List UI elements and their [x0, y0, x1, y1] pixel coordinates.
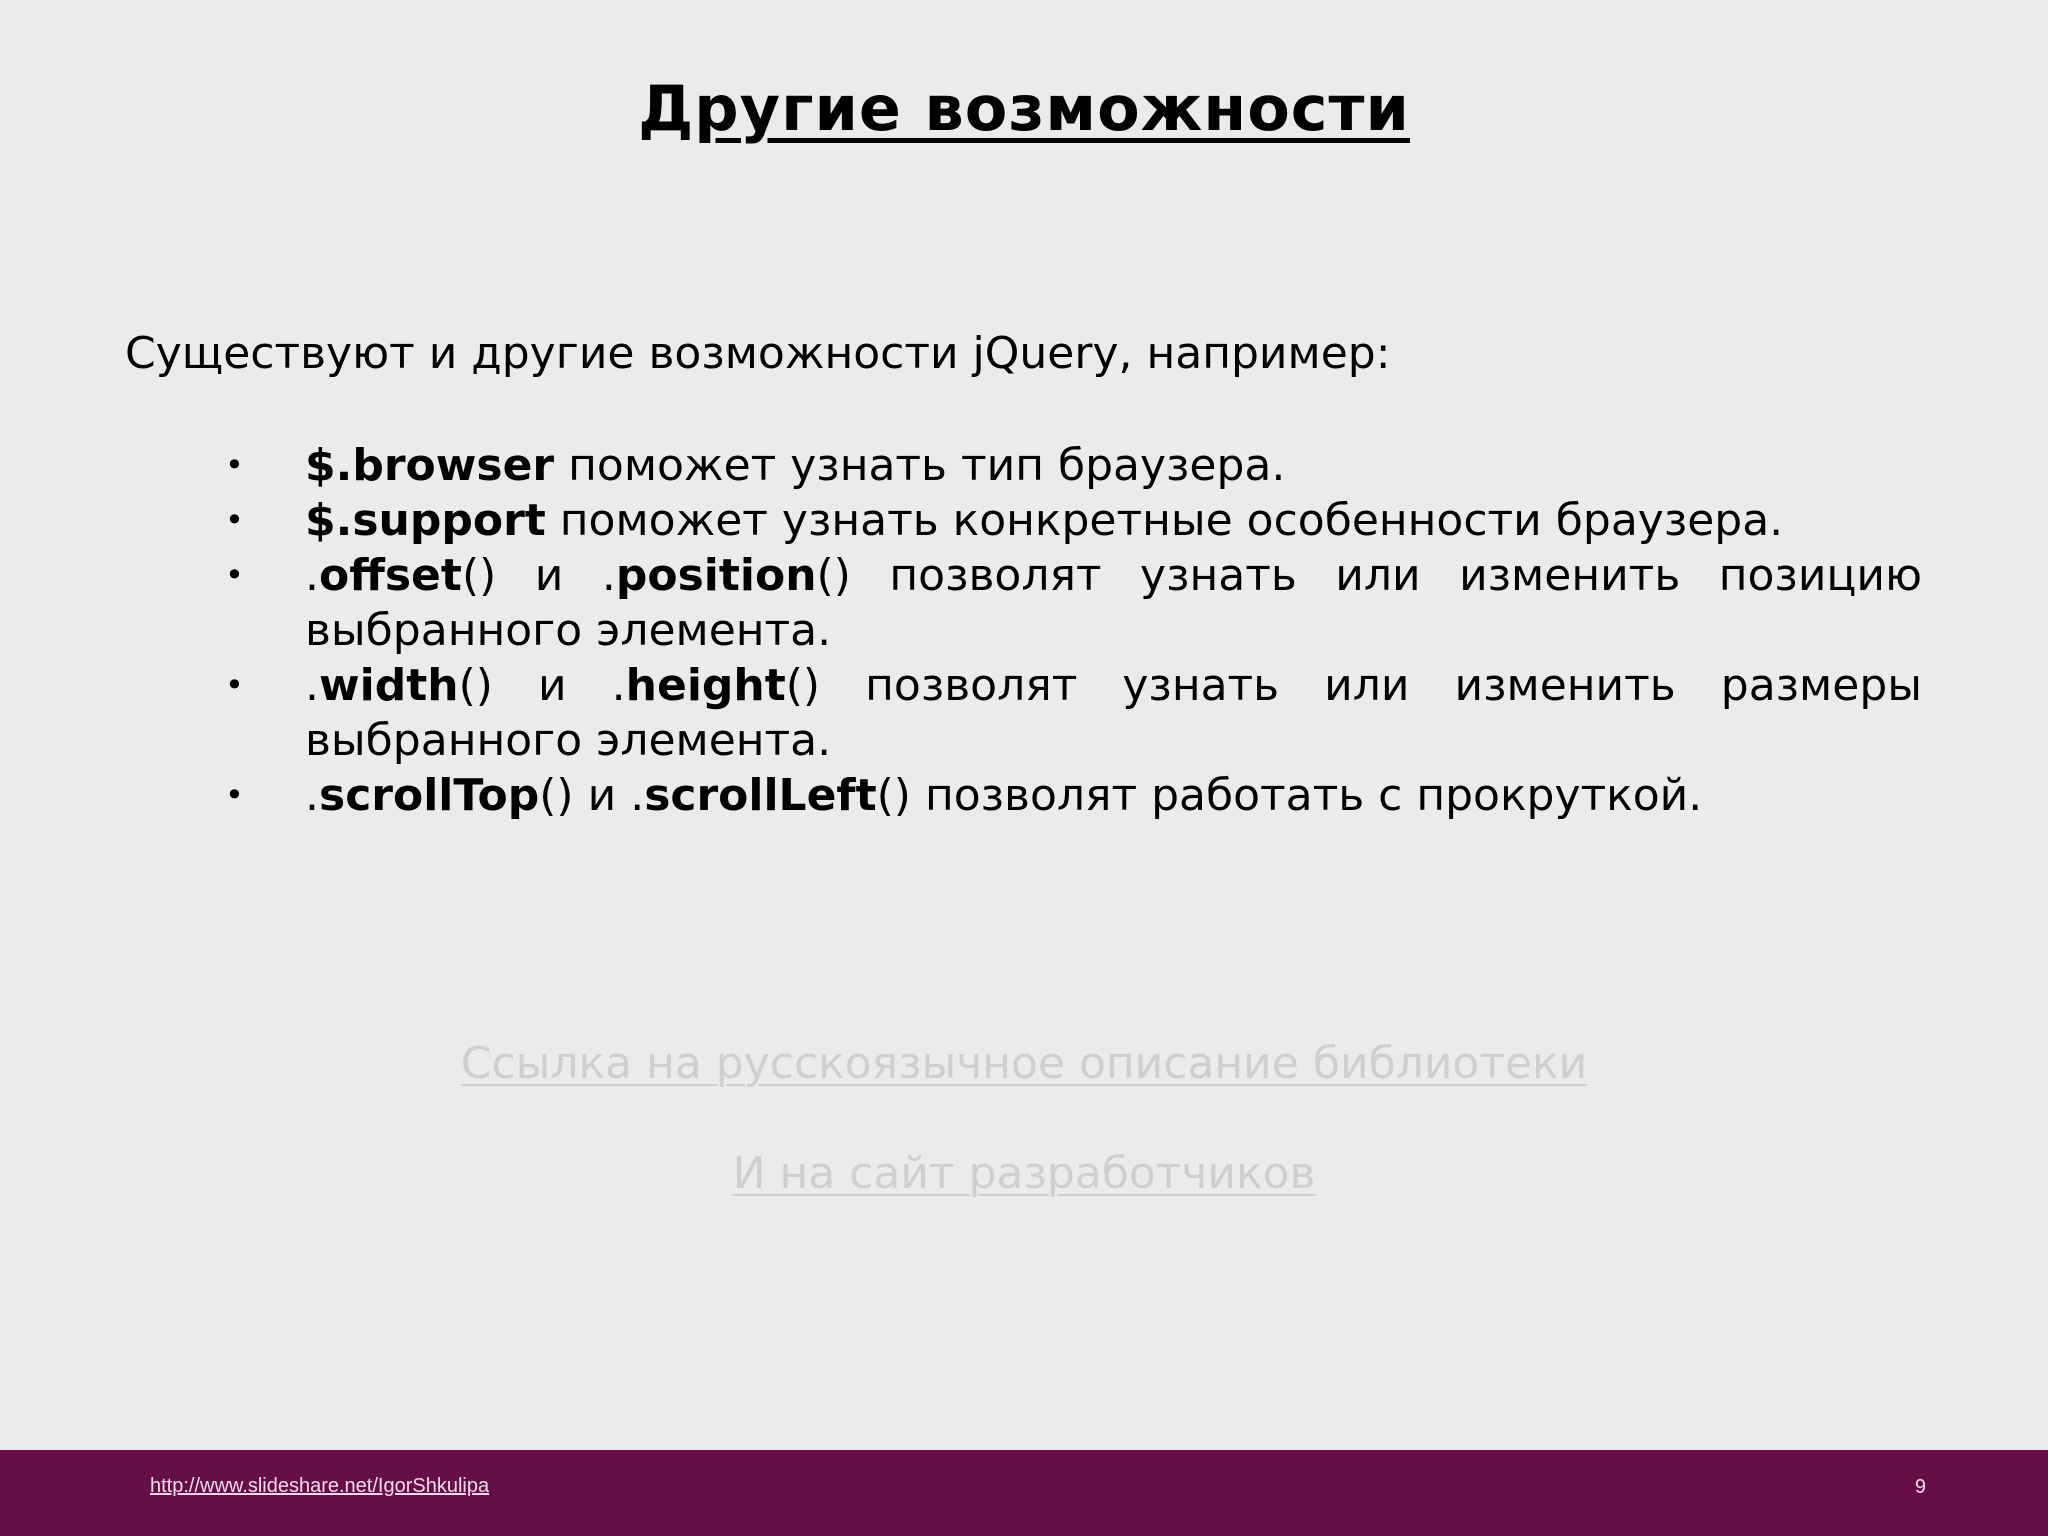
code-name: scrollLeft: [644, 770, 877, 821]
slide-footer: [0, 1450, 2048, 1536]
list-item: [220, 658, 1922, 768]
item-description: поможет узнать тип браузера.: [554, 440, 1286, 491]
code-suffix: (): [816, 550, 851, 601]
list-item: [220, 493, 1922, 548]
developers-site-link[interactable]: И на сайт разработчиков: [732, 1148, 1316, 1199]
code-name: width: [319, 660, 459, 711]
code-prefix: .: [601, 550, 616, 601]
item-description: позволят узнать или изменить размеры выбранного элемента.: [305, 660, 1922, 766]
conjunction: и: [496, 550, 602, 601]
bullet-icon: •: [225, 556, 244, 594]
code-name: $.support: [305, 495, 546, 546]
code-name: height: [625, 660, 786, 711]
list-item: [220, 548, 1922, 658]
code-suffix: (): [458, 660, 493, 711]
item-description: позволят работать с прокруткой.: [910, 770, 1703, 821]
code-prefix: .: [611, 660, 626, 711]
feature-list: [220, 438, 1922, 823]
bullet-icon: •: [225, 501, 244, 539]
page-number: 9: [1914, 1476, 1926, 1498]
bullet-icon: •: [225, 666, 244, 704]
bullet-icon: •: [225, 446, 244, 484]
list-item: [220, 438, 1922, 493]
code-prefix: .: [630, 770, 645, 821]
footer-url-link[interactable]: http://www.slideshare.net/IgorShkulipa: [150, 1475, 490, 1497]
code-prefix: .: [305, 770, 319, 821]
code-suffix: (): [461, 550, 497, 601]
list-item: [220, 768, 1922, 823]
code-prefix: .: [305, 660, 319, 711]
conjunction: и: [492, 660, 612, 711]
bullet-icon: •: [225, 776, 244, 814]
slide-title: Другие возможности: [638, 72, 1410, 145]
code-name: scrollTop: [319, 770, 540, 821]
code-name: offset: [319, 550, 462, 601]
item-description: позволят узнать или изменить позицию выбранного элемента.: [305, 550, 1923, 656]
code-suffix: (): [876, 770, 911, 821]
code-name: position: [615, 550, 817, 601]
code-suffix: (): [539, 770, 574, 821]
russian-docs-link[interactable]: Ссылка на русскоязычное описание библиотеки: [460, 1038, 1588, 1089]
item-description: поможет узнать конкретные особенности браузера.: [545, 495, 1784, 546]
code-suffix: (): [785, 660, 821, 711]
code-prefix: .: [305, 550, 319, 601]
intro-text: Существуют и другие возможности jQuery, например:: [125, 328, 1391, 379]
code-name: $.browser: [305, 440, 555, 491]
conjunction: и: [573, 770, 631, 821]
